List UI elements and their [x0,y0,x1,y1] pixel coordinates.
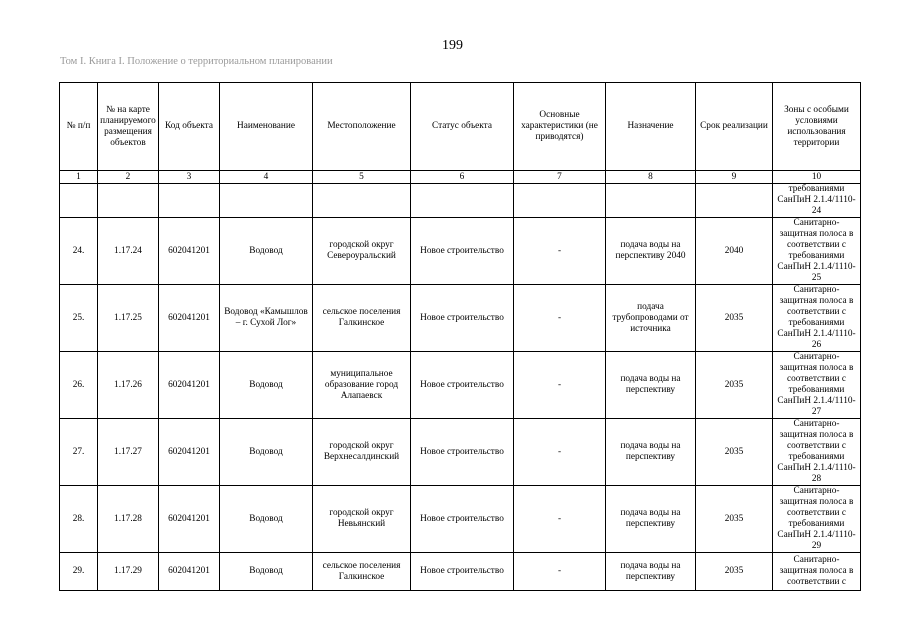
table-row [60,352,861,419]
column-number: 7 [514,171,606,184]
object-name: Водовод [220,419,313,486]
object-name: Водовод [220,352,313,419]
purpose: подача воды на перспективу 2040 [606,218,696,285]
location: муниципальное образование город Алапаевск [313,352,411,419]
map-number: 1.17.28 [98,486,159,553]
header-cell: Зоны с особыми условиями использования территории [773,83,861,171]
column-number: 6 [411,171,514,184]
objects-table [59,82,861,591]
running-header: Том I. Книга I. Положение о территориальном планировании [60,56,333,67]
purpose: подача воды на перспективу [606,352,696,419]
table-row [60,419,861,486]
object-code: 602041201 [159,553,220,591]
object-code: 602041201 [159,419,220,486]
column-number: 10 [773,171,861,184]
map-number: 1.17.24 [98,218,159,285]
characteristics: - [514,553,606,591]
characteristics: - [514,218,606,285]
zone-cell: Санитарно-защитная полоса в соответствии с требованиями СанПиН 2.1.4/1110-27 [773,352,861,419]
object-code: 602041201 [159,285,220,352]
column-number: 3 [159,171,220,184]
column-number: 1 [60,171,98,184]
table-row [60,218,861,285]
row-number: 24. [60,218,98,285]
purpose: подача воды на перспективу [606,486,696,553]
purpose: подача воды на перспективу [606,553,696,591]
header-cell: Назначение [606,83,696,171]
header-cell: Срок реализации [696,83,773,171]
object-code: 602041201 [159,486,220,553]
header-cell: Наименование [220,83,313,171]
object-status: Новое строительство [411,553,514,591]
row-number: 27. [60,419,98,486]
table-row [60,285,861,352]
location: городской округ Невьянский [313,486,411,553]
term: 2035 [696,486,773,553]
characteristics: - [514,486,606,553]
zone-cell: Санитарно-защитная полоса в соответствии с требованиями СанПиН 2.1.4/1110-29 [773,486,861,553]
location: сельское поселения Галкинское [313,285,411,352]
map-number: 1.17.27 [98,419,159,486]
purpose: подача трубопроводами от источника [606,285,696,352]
zone-cell: требованиями СанПиН 2.1.4/1110-24 [773,184,861,218]
page-number: 199 [442,38,463,53]
term: 2040 [696,218,773,285]
object-name: Водовод «Камышлов – г. Сухой Лог» [220,285,313,352]
characteristics: - [514,419,606,486]
column-number: 5 [313,171,411,184]
object-status: Новое строительство [411,486,514,553]
object-status: Новое строительство [411,285,514,352]
location: сельское поселения Галкинское [313,553,411,591]
characteristics: - [514,285,606,352]
object-name: Водовод [220,486,313,553]
header-cell: Статус объекта [411,83,514,171]
term: 2035 [696,285,773,352]
header-cell: Основные характеристики (не приводятся) [514,83,606,171]
characteristics: - [514,352,606,419]
zone-cell: Санитарно-защитная полоса в соответствии с требованиями СанПиН 2.1.4/1110-25 [773,218,861,285]
map-number: 1.17.25 [98,285,159,352]
column-number-row [60,171,861,184]
header-cell: Код объекта [159,83,220,171]
header-cell: № п/п [60,83,98,171]
column-number: 4 [220,171,313,184]
row-number: 29. [60,553,98,591]
zone-cell: Санитарно-защитная полоса в соответствии с [773,553,861,591]
header-row [60,83,861,171]
object-name: Водовод [220,218,313,285]
location: городской округ Североуральский [313,218,411,285]
column-number: 8 [606,171,696,184]
object-status: Новое строительство [411,218,514,285]
zone-cell: Санитарно-защитная полоса в соответствии с требованиями СанПиН 2.1.4/1110-26 [773,285,861,352]
location: городской округ Верхнесалдинский [313,419,411,486]
object-name: Водовод [220,553,313,591]
column-number: 9 [696,171,773,184]
row-number: 26. [60,352,98,419]
purpose: подача воды на перспективу [606,419,696,486]
object-code: 602041201 [159,218,220,285]
header-cell: № на карте планируемого размещения объектов [98,83,159,171]
object-code: 602041201 [159,352,220,419]
column-number: 2 [98,171,159,184]
header-cell: Местоположение [313,83,411,171]
map-number: 1.17.26 [98,352,159,419]
object-status: Новое строительство [411,419,514,486]
term: 2035 [696,352,773,419]
object-status: Новое строительство [411,352,514,419]
map-number: 1.17.29 [98,553,159,591]
zone-cell: Санитарно-защитная полоса в соответствии с требованиями СанПиН 2.1.4/1110-28 [773,419,861,486]
table-row [60,486,861,553]
term: 2035 [696,419,773,486]
row-number: 28. [60,486,98,553]
continuation-row [60,184,861,218]
term: 2035 [696,553,773,591]
row-number: 25. [60,285,98,352]
table-row [60,553,861,591]
